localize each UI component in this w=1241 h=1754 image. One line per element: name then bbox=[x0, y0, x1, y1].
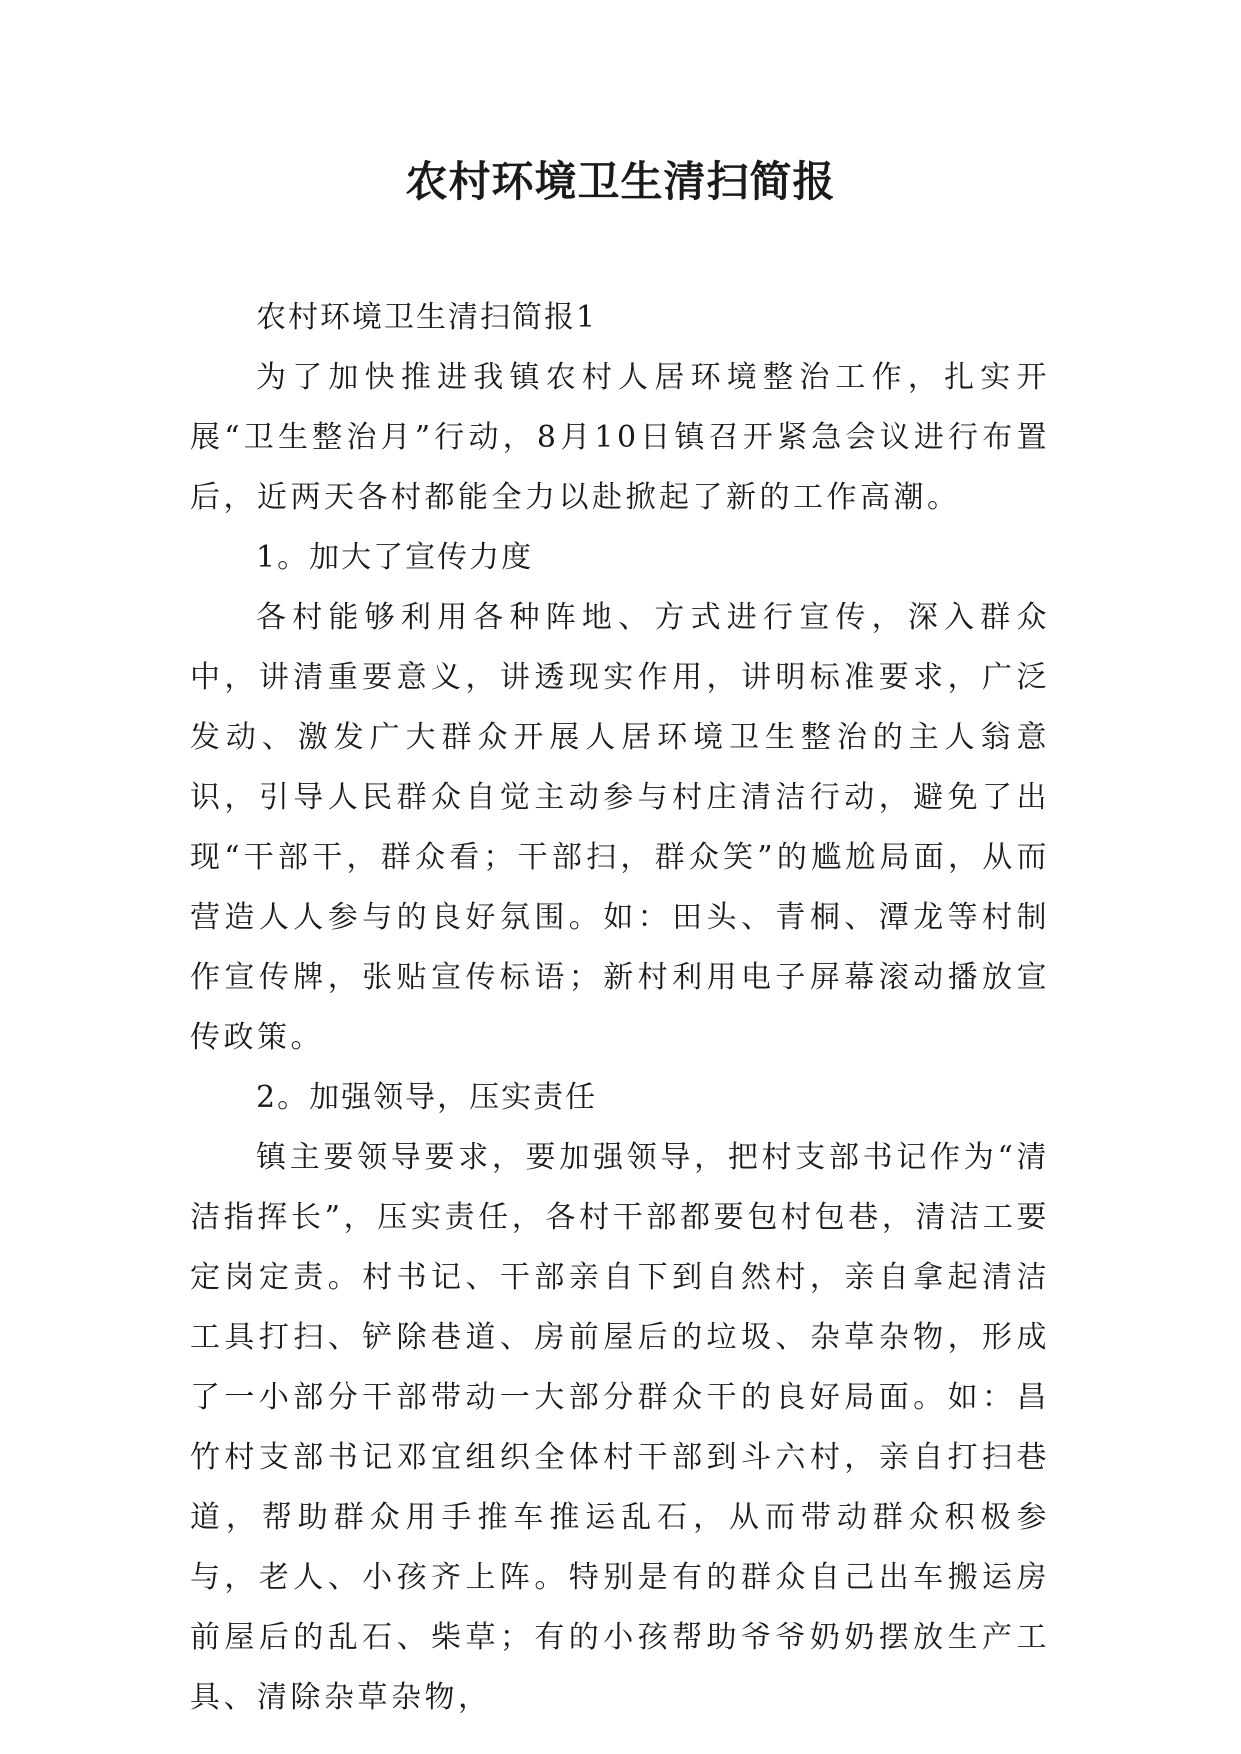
document-body bbox=[190, 288, 1050, 1728]
publicity-paragraph: 各村能够利用各种阵地、方式进行宣传，深入群众中，讲清重要意义，讲透现实作用，讲明标准要求，广泛发动、激发广大群众开展人居环境卫生整治的主人翁意识，引导人民群众自觉主动参与村庄清洁行动，避免了出现“干部干，群众看；干部扫，群众笑”的尴尬局面，从而营造人人参与的良好氛围。如：田头、青桐、潭龙等村制作宣传牌，张贴宣传标语；新村利用电子屏幕滚动播放宣传政策。 bbox=[190, 600, 1050, 1055]
leadership-paragraph: 镇主要领导要求，要加强领导，把村支部书记作为“清洁指挥长”，压实责任，各村干部都要包村包巷，清洁工要定岗定责。村书记、干部亲自下到自然村，亲自拿起清洁工具打扫、铲除巷道、房前屋后的垃圾、杂草杂物，形成了一小部分干部带动一大部分群众干的良好局面。如：昌竹村支部书记邓宜组织全体村干部到斗六村，亲自打扫巷道，帮助群众用手推车推运乱石，从而带动群众积极参与，老人、小孩齐上阵。特别是有的群众自己出车搬运房前屋后的乱石、柴草；有的小孩帮助爷爷奶奶摆放生产工具、清除杂草杂物， bbox=[190, 1140, 1050, 1715]
subheading-leadership: 2。加强领导，压实责任 bbox=[256, 1080, 598, 1115]
document-title: 农村环境卫生清扫简报 bbox=[405, 157, 836, 206]
intro-paragraph: 为了加快推进我镇农村人居环境整治工作，扎实开展“卫生整治月”行动，8月10日镇召开紧急会议进行布置后，近两天各村都能全力以赴掀起了新的工作高潮。 bbox=[190, 360, 1050, 515]
section-heading: 农村环境卫生清扫简报1 bbox=[256, 300, 598, 335]
subheading-publicity: 1。加大了宣传力度 bbox=[256, 540, 534, 575]
